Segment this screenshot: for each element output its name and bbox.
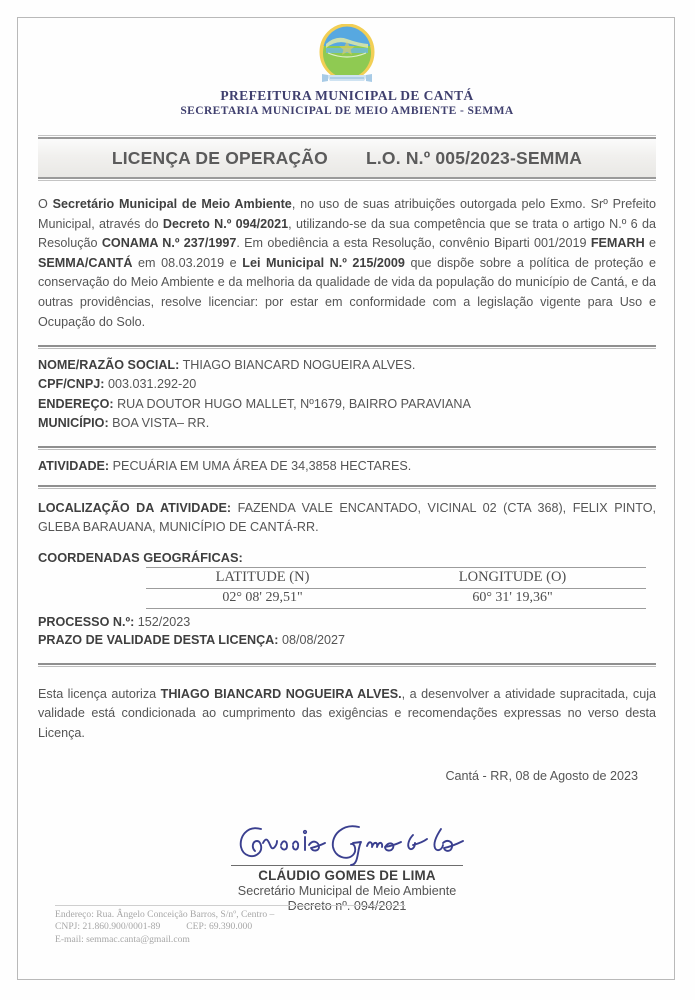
table-row (146, 588, 646, 608)
field-cpf-label: CPF/CNPJ: (38, 377, 105, 392)
identification-block (38, 356, 656, 433)
location-block (38, 499, 656, 537)
closing-holder-name: THIAGO BIANCARD NOGUEIRA ALVES. (160, 686, 402, 701)
coordinates-heading: COORDENADAS GEOGRÁFICAS: (38, 549, 243, 565)
signatory-name: CLÁUDIO GOMES DE LIMA (258, 868, 436, 884)
footer-rule (55, 905, 405, 906)
field-localizacao (38, 499, 656, 537)
field-nome-value: THIAGO BIANCARD NOGUEIRA ALVES. (182, 358, 416, 373)
footer-email: E-mail: semmac.canta@gmail.com (55, 933, 190, 945)
closing-paragraph (38, 685, 656, 744)
field-localizacao-value: FAZENDA VALE ENCANTADO, VICINAL 02 (CTA 368), FELIX PINTO, GLEBA BARAUANA, MUNICÍPIO DE CANTÁ-RR. (38, 501, 656, 535)
separator-rule-identification (38, 345, 656, 349)
handwritten-signature-icon (38, 823, 656, 865)
field-localizacao-label: LOCALIZAÇÃO DA ATIVIDADE: (38, 501, 232, 516)
footer-address: Endereço: Rua. Ângelo Conceição Barros, S/nº, Centro – (55, 909, 275, 920)
preamble-s5: e (644, 236, 656, 251)
field-atividade-value: PECUÁRIA EM UMA ÁREA DE 34,3858 HECTARES. (112, 458, 412, 473)
field-nome-label: NOME/RAZÃO SOCIAL: (38, 358, 180, 373)
signature-block (38, 823, 656, 913)
cell-latitude-value: 02° 08' 29,51" (146, 588, 379, 608)
preamble-s7: que dispõe sobre a política de proteção e conservação do Meio Ambiente e da melhoria da qualidade de vida da população do município de Cantá, e da outras providências, resolve licenciar: por estar em conformidade com a legislação vigente para Uso e Ocupação do Solo. (38, 255, 657, 329)
preamble-b3: CONAMA N.º 237/1997 (101, 236, 237, 251)
activity-block (38, 457, 656, 476)
field-endereco-label: ENDEREÇO: (38, 396, 114, 411)
preamble-b4: FEMARH (590, 236, 645, 251)
org-line-secretaria: SECRETARIA MUNICIPAL DE MEIO AMBIENTE - SEMMA (180, 105, 514, 117)
field-nome-razao-social (38, 356, 656, 375)
field-endereco-value: RUA DOUTOR HUGO MALLET, Nº1679, BAIRRO PARAVIANA (117, 396, 471, 411)
license-title: LICENÇA DE OPERAÇÃO (111, 147, 328, 168)
table-header-row (146, 567, 646, 588)
closing-s2: , a desenvolver a atividade supracitada, cuja validade está condicionada ao cumprimento das exigências e recomendações expressas no verso desta Licença. (38, 686, 657, 740)
preamble-b5: SEMMA/CANTÁ (38, 255, 133, 270)
license-number: L.O. N.º 005/2023-SEMMA (365, 147, 583, 168)
footer-cnpj: CNPJ: 21.860.900/0001-89 (55, 921, 161, 933)
field-municipio (38, 414, 656, 433)
field-processo-value: 152/2023 (137, 614, 191, 629)
issue-date-line: Cantá - RR, 08 de Agosto de 2023 (445, 769, 638, 784)
field-atividade-label: ATIVIDADE: (38, 458, 110, 473)
license-title-band (38, 137, 656, 179)
field-municipio-value: BOA VISTA– RR. (112, 415, 210, 430)
preamble-s1: O (38, 197, 53, 211)
crest-container (38, 24, 656, 88)
coordinates-table (146, 567, 646, 609)
field-prazo-label: PRAZO DE VALIDADE DESTA LICENÇA: (38, 633, 279, 648)
preamble-s3: , utilizando-se da sua competência que se trata o artigo N.º 6 da Resolução (38, 216, 656, 251)
document-content (38, 20, 656, 913)
separator-rule-closing (38, 663, 656, 667)
preamble-s2: , no uso de suas atribuições outorgada pelo Exmo. Srº Prefeito Municipal, através do (38, 197, 657, 231)
footer-cep: CEP: 69.390.000 (186, 921, 253, 933)
preamble-s4: . Em obediência a esta Resolução, convênio Biparti 001/2019 (236, 236, 591, 251)
preamble-s6: em 08.03.2019 e (132, 255, 243, 270)
document-footer (55, 905, 405, 946)
preamble-b1: Secretário Municipal de Meio Ambiente (52, 197, 292, 211)
field-prazo-value: 08/08/2027 (281, 633, 345, 648)
separator-rule-activity-top (38, 446, 656, 450)
field-atividade (38, 457, 656, 476)
canta-coat-of-arms-icon (316, 24, 378, 86)
field-cpf-cnpj (38, 375, 656, 394)
org-line-prefeitura: PREFEITURA MUNICIPAL DE CANTÁ (220, 88, 474, 103)
signatory-decree: Decreto nº. 094/2021 (287, 899, 407, 914)
separator-rule-activity-bottom (38, 485, 656, 489)
signatory-role: Secretário Municipal de Meio Ambiente (237, 884, 457, 899)
preamble-b6: Lei Municipal N.º 215/2009 (242, 255, 405, 270)
process-block (38, 613, 656, 650)
column-header-longitude: LONGITUDE (O) (379, 567, 646, 588)
column-header-latitude: LATITUDE (N) (146, 567, 379, 588)
preamble-b2: Decreto N.º 094/2021 (162, 216, 289, 231)
field-prazo-validade (38, 631, 656, 650)
field-municipio-label: MUNICÍPIO: (38, 415, 109, 430)
field-cpf-value: 003.031.292-20 (107, 377, 197, 392)
field-endereco (38, 395, 656, 414)
organization-header (38, 88, 656, 119)
preamble-paragraph (38, 195, 656, 332)
field-processo-label: PROCESSO N.º: (38, 614, 135, 629)
field-processo (38, 613, 656, 632)
footer-cnpj-cep (55, 921, 405, 933)
closing-s1: Esta licença autoriza (38, 686, 161, 701)
cell-longitude-value: 60° 31' 19,36" (379, 588, 646, 608)
